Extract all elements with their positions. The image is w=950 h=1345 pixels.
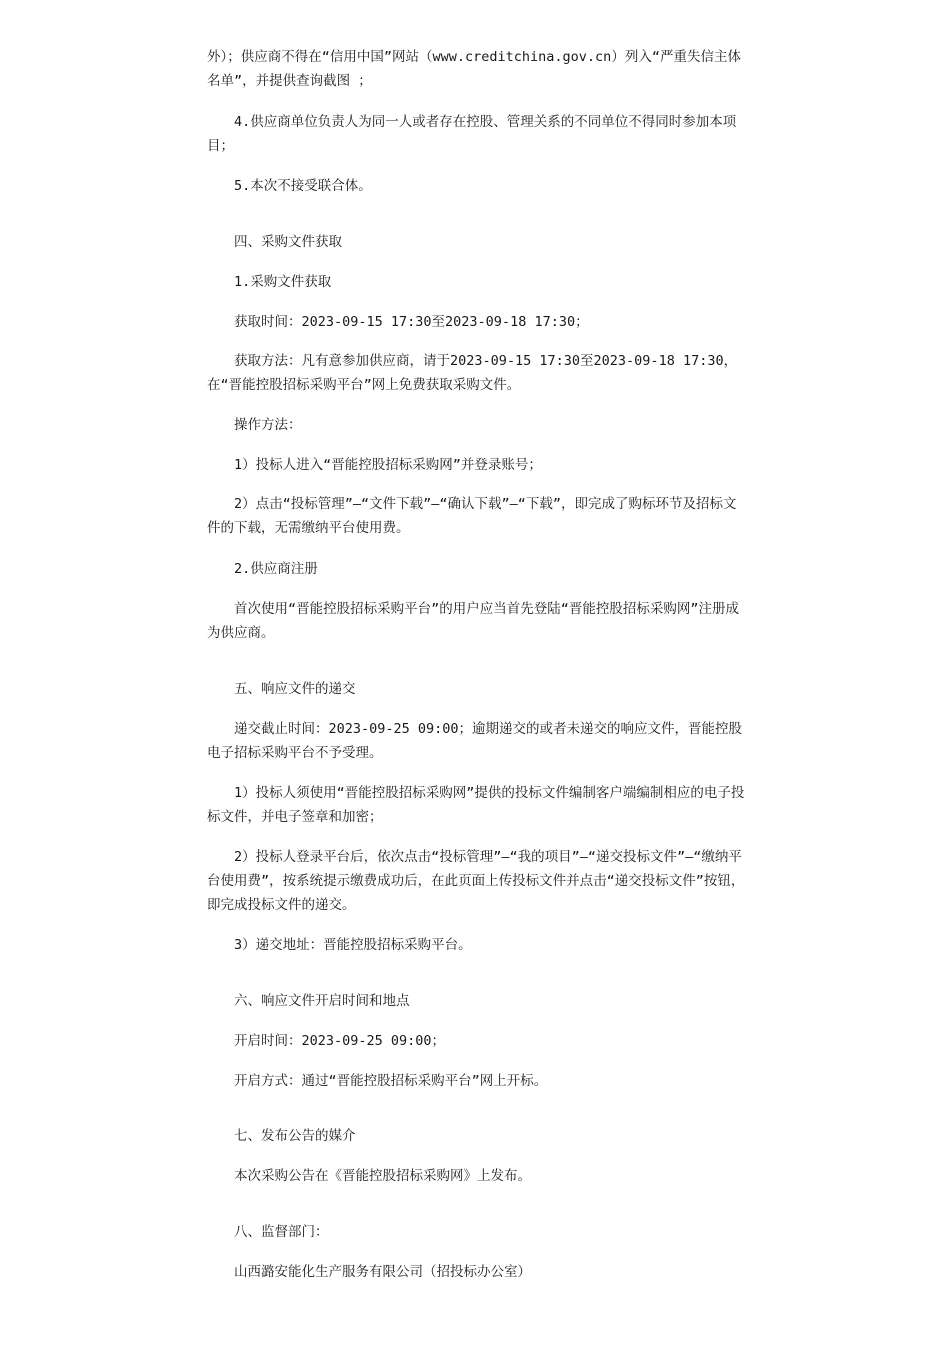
paragraph-step-login: 1）投标人进入“晋能控股招标采购网”并登录账号；	[234, 457, 542, 473]
paragraph-supervising-department: 山西潞安能化生产服务有限公司（招投标办公室）	[234, 1264, 531, 1280]
paragraph-submission-deadline: 递交截止时间：2023-09-25 09:00；逾期递交的或者未递交的响应文件，晋能控股电子招标采购平台不予受理。	[207, 721, 743, 761]
subheading-supplier-registration: 2.供应商注册	[234, 561, 318, 577]
paragraph-acquisition-method: 获取方法：凡有意参加供应商，请于2023-09-15 17:30至2023-09-18 17:30，在“晋能控股招标采购平台”网上免费获取采购文件。	[207, 353, 738, 393]
paragraph-blacklist-continued: 外）；供应商不得在“信用中国”网站（www.creditchina.gov.cn）列入“严重失信主体名单”，并提供查询截图 ；	[207, 49, 741, 89]
paragraph-registration: 首次使用“晋能控股招标采购平台”的用户应当首先登陆“晋能控股招标采购网”注册成为供应商。	[207, 601, 740, 641]
paragraph-step-download: 2）点击“投标管理”—“文件下载”—“确认下载”—“下载”，即完成了购标环节及招标文件的下载，无需缴纳平台使用费。	[207, 496, 737, 536]
paragraph-acquisition-time: 获取时间：2023-09-15 17:30至2023-09-18 17:30；	[234, 314, 589, 330]
paragraph-requirement-5: 5.本次不接受联合体。	[234, 178, 372, 194]
paragraph-submission-address: 3）递交地址：晋能控股招标采购平台。	[234, 937, 472, 953]
paragraph-submission-step-2: 2）投标人登录平台后，依次点击“投标管理”—“我的项目”—“递交投标文件”—“缴纳平台使用费”，按系统提示缴费成功后，在此页面上传投标文件并点击“递交投标文件”按钮，即完成投标文件的递交。	[207, 849, 745, 913]
paragraph-opening-time: 开启时间：2023-09-25 09:00；	[234, 1033, 446, 1049]
section-heading-7: 七、发布公告的媒介	[234, 1128, 356, 1144]
paragraph-submission-step-1: 1）投标人须使用“晋能控股招标采购网”提供的投标文件编制客户端编制相应的电子投标文件，并电子签章和加密；	[207, 785, 745, 825]
section-heading-4: 四、采购文件获取	[234, 234, 342, 250]
subheading-document-acquisition: 1.采购文件获取	[234, 274, 332, 290]
section-heading-5: 五、响应文件的递交	[234, 681, 356, 697]
section-heading-8: 八、监督部门：	[234, 1224, 329, 1240]
paragraph-opening-method: 开启方式：通过“晋能控股招标采购平台”网上开标。	[234, 1073, 548, 1089]
section-heading-6: 六、响应文件开启时间和地点	[234, 993, 410, 1009]
paragraph-operation-method: 操作方法：	[234, 417, 302, 433]
paragraph-requirement-4: 4.供应商单位负责人为同一人或者存在控股、管理关系的不同单位不得同时参加本项目；	[207, 114, 737, 154]
paragraph-publication-media: 本次采购公告在《晋能控股招标采购网》上发布。	[234, 1168, 531, 1184]
